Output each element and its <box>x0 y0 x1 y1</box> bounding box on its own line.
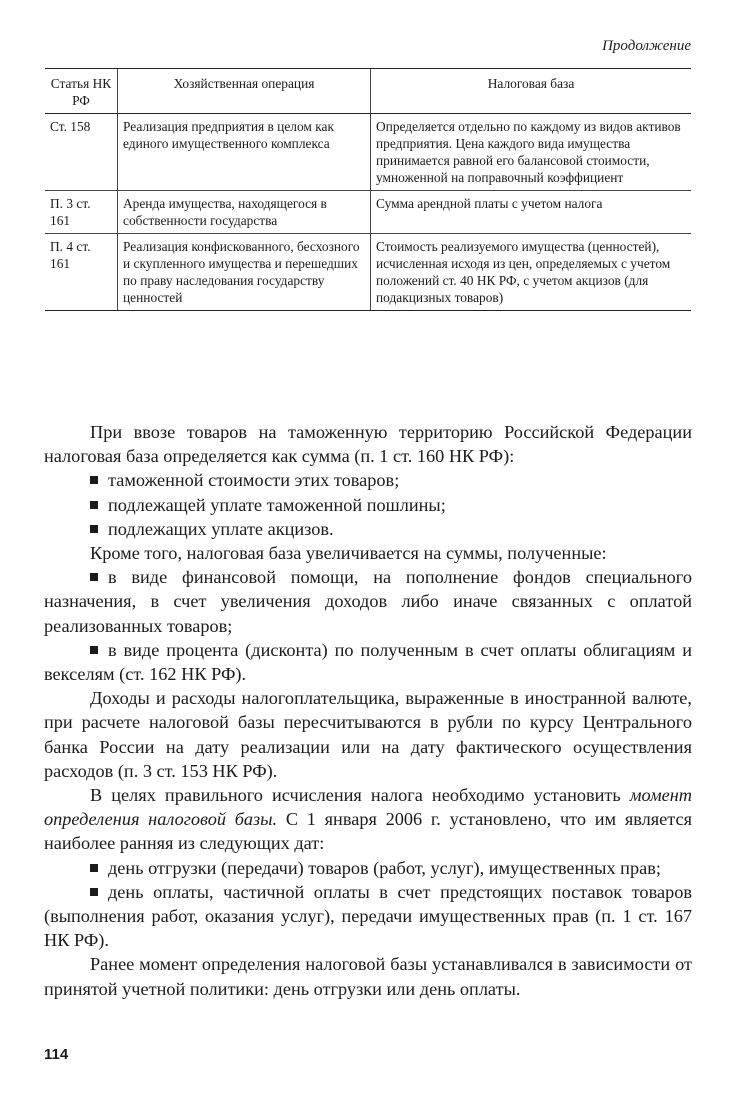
bullet-square-icon <box>90 888 98 896</box>
bullet-square-icon <box>90 573 98 581</box>
bullet-square-icon <box>90 476 98 484</box>
bullet-item <box>44 565 692 638</box>
bullet-text: в виде процента (дисконта) по полученным в счет оплаты облигациям и векселям (ст. 162 НК РФ). <box>44 639 692 685</box>
header-base: Налоговая база <box>371 69 692 114</box>
header-article: Статья НК РФ <box>45 69 118 114</box>
paragraph: Кроме того, налоговая база увеличивается на суммы, полученные: <box>90 543 607 564</box>
table-header-row <box>45 69 691 114</box>
continuation-label: Продолжение <box>602 38 691 54</box>
table-row <box>45 234 691 311</box>
bullet-square-icon <box>90 864 98 872</box>
body-text <box>44 420 692 1001</box>
cell-article: Ст. 158 <box>45 114 118 191</box>
header-operation: Хозяйственная операция <box>118 69 371 114</box>
bullet-item <box>44 493 692 517</box>
table-row <box>45 191 691 234</box>
paragraph: При ввозе товаров на таможенную территорию Российской Федерации налоговая база определяется как сумма (п. 1 ст. 160 НК РФ): <box>44 422 692 467</box>
tax-base-table <box>45 68 691 311</box>
cell-base: Определяется отдельно по каждому из видов активов предприятия. Цена каждого вида имущества принимается равной его балансовой стоимости, умноженной на поправочный коэффициент <box>371 114 692 191</box>
paragraph-text: С 1 января 2006 г. установлено, что им является наиболее ранняя из следующих дат: <box>44 809 693 854</box>
cell-base: Сумма арендной платы с учетом налога <box>371 191 692 234</box>
cell-operation: Реализация конфискованного, бесхозного и скупленного имущества и перешедших по праву наследования государству ценностей <box>118 234 371 311</box>
bullet-item <box>44 638 692 686</box>
bullet-square-icon <box>90 646 98 654</box>
bullet-item <box>44 517 692 541</box>
bullet-text: день оплаты, частичной оплаты в счет предстоящих поставок товаров (выполнения работ, оказания услуг), передачи имущественных прав (п. 1 ст. 167 НК РФ). <box>44 881 692 951</box>
paragraph: Ранее момент определения налоговой базы устанавливался в зависимости от принятой учетной политики: день отгрузки или день оплаты. <box>44 954 692 999</box>
bullet-text: в виде финансовой помощи, на пополнение фондов специального назначения, в счет увеличения доходов либо иначе связанных с оплатой реализованных товаров; <box>44 567 692 636</box>
bullet-text: таможенной стоимости этих товаров; <box>108 470 400 491</box>
paragraph-text: В целях правильного исчисления налога необходимо установить <box>90 785 630 806</box>
bullet-item <box>44 856 692 880</box>
bullet-square-icon <box>90 525 98 533</box>
bullet-square-icon <box>90 501 98 509</box>
bullet-text: день отгрузки (передачи) товаров (работ, услуг), имущественных прав; <box>108 857 661 878</box>
cell-article: П. 4 ст. 161 <box>45 234 118 311</box>
bullet-item <box>44 468 692 492</box>
cell-operation: Аренда имущества, находящегося в собственности государства <box>118 191 371 234</box>
cell-operation: Реализация предприятия в целом как единого имущественного комплекса <box>118 114 371 191</box>
bullet-text: подлежащих уплате акцизов. <box>108 518 334 539</box>
paragraph: Доходы и расходы налогоплательщика, выраженные в иностранной валюте, при расчете налоговой базы пересчитываются в рубли по курсу Центрального банка России на дату реализации или на дату фактического осуществления расходов (п. 3 ст. 153 НК РФ). <box>44 688 692 781</box>
table-row <box>45 114 691 191</box>
paragraph <box>44 783 692 856</box>
bullet-item <box>44 880 692 953</box>
cell-article: П. 3 ст. 161 <box>45 191 118 234</box>
cell-base: Стоимость реализуемого имущества (ценностей), исчисленная исходя из цен, определяемых с учетом положений ст. 40 НК РФ, с учетом акцизов (для подакцизных товаров) <box>371 234 692 311</box>
page-number: 114 <box>44 1046 69 1063</box>
emphasized-term: момент определения налоговой базы. <box>44 785 692 830</box>
bullet-text: подлежащей уплате таможенной пошлины; <box>108 494 446 515</box>
